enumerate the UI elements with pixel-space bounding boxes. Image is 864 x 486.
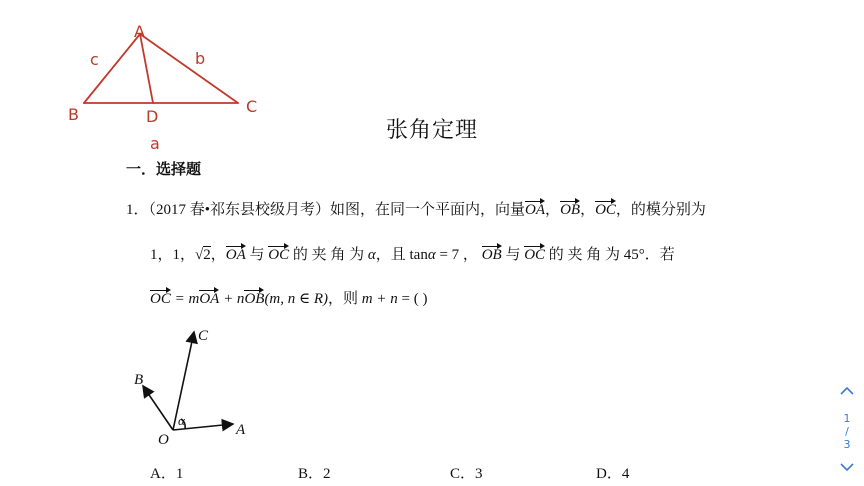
- vector-ob: OB: [244, 287, 264, 308]
- question-source: （2017 春•祁东县校级月考）: [148, 202, 331, 218]
- option-c: C．3: [450, 466, 483, 482]
- vector-oc: OC: [595, 198, 616, 219]
- figure-label-B: B: [134, 372, 144, 388]
- question-text: 与: [501, 247, 525, 263]
- sketch-label-C: C: [246, 97, 258, 116]
- page-title: 张角定理: [385, 118, 478, 143]
- total-pages: 3: [843, 438, 851, 451]
- sketch-label-A: A: [134, 22, 145, 41]
- chevron-up-icon[interactable]: [839, 386, 855, 396]
- alpha-symbol: α: [427, 247, 436, 263]
- question-text: ，则: [328, 291, 362, 307]
- punct: ，: [210, 247, 226, 263]
- equation-text: (m, n ∈ R): [264, 291, 329, 307]
- figure-label-O: O: [158, 432, 169, 447]
- section-heading: 一．选择题: [126, 160, 202, 178]
- option-d: D．4: [596, 466, 630, 482]
- question-line-1: [126, 198, 706, 219]
- chevron-down-icon[interactable]: [839, 462, 855, 472]
- question-text: 如图，在同一个平面内，向量: [330, 202, 526, 218]
- vector-oc: OC: [150, 287, 171, 308]
- equation-text: = m: [170, 291, 200, 307]
- question-text: ，的模分别为: [615, 202, 706, 218]
- sqrt-symbol: √: [195, 247, 204, 263]
- question-line-3: [150, 287, 427, 308]
- figure-label-A: A: [236, 422, 246, 438]
- sketch-label-a: a: [150, 134, 160, 153]
- answer-blank: = ( ): [397, 291, 428, 307]
- sketch-label-B: B: [68, 105, 79, 124]
- vector-ob: OB: [560, 198, 580, 219]
- equation-text: m + n: [361, 291, 398, 307]
- question-text: 的 夹 角 为 45°．若: [545, 247, 675, 263]
- punct: ，: [545, 202, 561, 218]
- figure-label-C: C: [198, 328, 209, 344]
- option-b: B．2: [298, 466, 331, 482]
- magnitudes: 1，1，: [150, 247, 196, 263]
- question-text: ，且 tan: [375, 247, 428, 263]
- vector-oa: OA: [199, 287, 219, 308]
- page-navigator: [836, 386, 858, 476]
- vector-oc: OC: [268, 243, 289, 264]
- equation-text: + n: [219, 291, 245, 307]
- question-text: 的 夹 角 为: [289, 247, 368, 263]
- sketch-label-c: c: [90, 50, 99, 69]
- punct: ，: [580, 202, 596, 218]
- option-a: A．1: [150, 466, 184, 482]
- segment-ad: [140, 34, 153, 103]
- page-separator: /: [845, 425, 849, 438]
- question-line-2: [150, 243, 675, 264]
- vector-figure: [128, 322, 258, 447]
- question-text: = 7 ，: [435, 247, 478, 263]
- figure-label-alpha: α: [178, 413, 185, 428]
- sqrt-radicand: 2: [203, 247, 211, 263]
- vector-oc: OC: [524, 243, 545, 264]
- question-text: 与: [245, 247, 269, 263]
- alpha-symbol: α: [367, 247, 376, 263]
- vector-oa: OA: [525, 198, 545, 219]
- vector-ob-arrow: [143, 386, 173, 430]
- sketch-label-b: b: [195, 49, 206, 68]
- sketch-label-D: D: [146, 107, 159, 126]
- triangle-side-ac: [140, 34, 238, 103]
- page-indicator: [836, 412, 858, 451]
- vector-oa: OA: [226, 243, 246, 264]
- vector-ob: OB: [482, 243, 502, 264]
- question-number: 1．: [126, 202, 149, 218]
- current-page: 1: [843, 412, 851, 425]
